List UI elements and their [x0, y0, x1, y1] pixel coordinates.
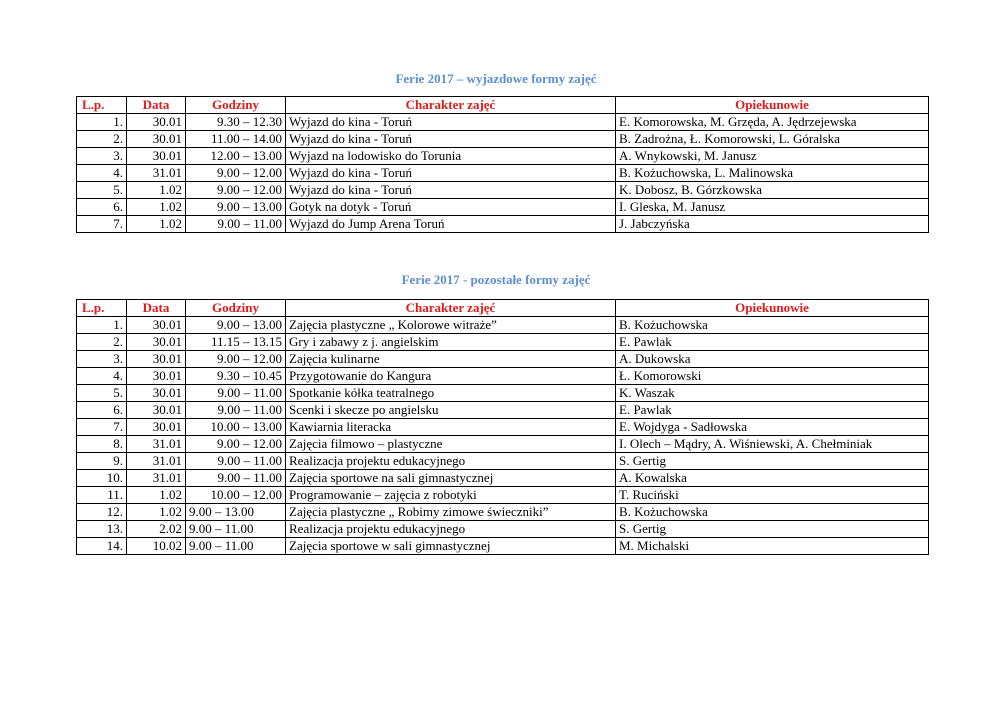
cell-guardians: B. Kożuchowska	[616, 504, 929, 521]
cell-hours: 9.00 – 12.00	[186, 436, 286, 453]
cell-lp: 7.	[77, 216, 127, 233]
cell-activity: Zajęcia sportowe na sali gimnastycznej	[286, 470, 616, 487]
column-header-activity: Charakter zajęć	[286, 300, 616, 317]
table-row	[77, 317, 929, 334]
table-row	[77, 368, 929, 385]
table-row	[77, 521, 929, 538]
cell-activity: Zajęcia plastyczne „ Robimy zimowe świeczniki”	[286, 504, 616, 521]
table-row	[77, 436, 929, 453]
cell-activity: Zajęcia filmowo – plastyczne	[286, 436, 616, 453]
cell-guardians: I. Olech – Mądry, A. Wiśniewski, A. Chełminiak	[616, 436, 929, 453]
cell-guardians: A. Wnykowski, M. Janusz	[616, 148, 929, 165]
cell-activity: Spotkanie kółka teatralnego	[286, 385, 616, 402]
cell-activity: Kawiarnia literacka	[286, 419, 616, 436]
cell-guardians: A. Kowalska	[616, 470, 929, 487]
cell-date: 30.01	[127, 385, 186, 402]
cell-hours: 9.00 – 11.00	[186, 453, 286, 470]
cell-guardians: B. Zadrożna, Ł. Komorowski, L. Góralska	[616, 131, 929, 148]
table-row	[77, 402, 929, 419]
cell-guardians: S. Gertig	[616, 453, 929, 470]
column-header-date: Data	[127, 300, 186, 317]
table-row	[77, 538, 929, 555]
column-header-date: Data	[127, 97, 186, 114]
cell-hours: 9.00 – 11.00	[186, 216, 286, 233]
table-row	[77, 199, 929, 216]
cell-date: 1.02	[127, 199, 186, 216]
cell-guardians: S. Gertig	[616, 521, 929, 538]
cell-date: 30.01	[127, 419, 186, 436]
cell-date: 30.01	[127, 402, 186, 419]
cell-activity: Scenki i skecze po angielsku	[286, 402, 616, 419]
cell-guardians: Ł. Komorowski	[616, 368, 929, 385]
cell-lp: 10.	[77, 470, 127, 487]
cell-date: 1.02	[127, 487, 186, 504]
cell-lp: 6.	[77, 199, 127, 216]
table-row	[77, 470, 929, 487]
cell-date: 30.01	[127, 131, 186, 148]
cell-date: 30.01	[127, 368, 186, 385]
cell-hours: 9.30 – 12.30	[186, 114, 286, 131]
cell-hours: 9.00 – 12.00	[186, 351, 286, 368]
table-row	[77, 131, 929, 148]
cell-activity: Realizacja projektu edukacyjnego	[286, 521, 616, 538]
cell-lp: 3.	[77, 148, 127, 165]
table-row	[77, 453, 929, 470]
cell-date: 31.01	[127, 436, 186, 453]
column-header-hours: Godziny	[186, 97, 286, 114]
cell-hours: 9.00 – 13.00	[186, 317, 286, 334]
cell-guardians: E. Pawlak	[616, 402, 929, 419]
cell-hours: 9.00 – 13.00	[186, 504, 286, 521]
cell-activity: Zajęcia plastyczne „ Kolorowe witraże”	[286, 317, 616, 334]
cell-date: 31.01	[127, 453, 186, 470]
cell-date: 30.01	[127, 114, 186, 131]
cell-hours: 10.00 – 13.00	[186, 419, 286, 436]
cell-hours: 9.00 – 12.00	[186, 182, 286, 199]
cell-activity: Zajęcia kulinarne	[286, 351, 616, 368]
cell-date: 31.01	[127, 165, 186, 182]
table-row	[77, 114, 929, 131]
table-row	[77, 419, 929, 436]
table-row	[77, 334, 929, 351]
cell-guardians: E. Wojdyga - Sadłowska	[616, 419, 929, 436]
column-header-activity: Charakter zajęć	[286, 97, 616, 114]
cell-date: 30.01	[127, 351, 186, 368]
cell-date: 2.02	[127, 521, 186, 538]
cell-hours: 9.00 – 12.00	[186, 165, 286, 182]
cell-date: 30.01	[127, 334, 186, 351]
column-header-lp: L.p.	[77, 300, 127, 317]
cell-date: 30.01	[127, 148, 186, 165]
table-header-row	[77, 97, 929, 114]
cell-activity: Wyjazd do kina - Toruń	[286, 182, 616, 199]
table-row	[77, 148, 929, 165]
cell-lp: 1.	[77, 114, 127, 131]
cell-activity: Gry i zabawy z j. angielskim	[286, 334, 616, 351]
cell-guardians: B. Kożuchowska	[616, 317, 929, 334]
cell-hours: 9.30 – 10.45	[186, 368, 286, 385]
cell-lp: 12.	[77, 504, 127, 521]
cell-lp: 5.	[77, 182, 127, 199]
cell-lp: 2.	[77, 131, 127, 148]
cell-lp: 14.	[77, 538, 127, 555]
cell-lp: 1.	[77, 317, 127, 334]
cell-lp: 2.	[77, 334, 127, 351]
cell-guardians: M. Michalski	[616, 538, 929, 555]
cell-guardians: K. Waszak	[616, 385, 929, 402]
section-title-other: Ferie 2017 - pozostałe formy zajęć	[401, 272, 591, 287]
cell-guardians: I. Gleska, M. Janusz	[616, 199, 929, 216]
column-header-hours: Godziny	[186, 300, 286, 317]
cell-date: 31.01	[127, 470, 186, 487]
cell-activity: Przygotowanie do Kangura	[286, 368, 616, 385]
table-header-row	[77, 300, 929, 317]
cell-guardians: B. Kożuchowska, L. Malinowska	[616, 165, 929, 182]
other-activities-table	[76, 299, 929, 555]
cell-activity: Wyjazd do kina - Toruń	[286, 131, 616, 148]
cell-lp: 4.	[77, 368, 127, 385]
cell-guardians: T. Ruciński	[616, 487, 929, 504]
table-row	[77, 487, 929, 504]
cell-date: 30.01	[127, 317, 186, 334]
cell-date: 1.02	[127, 216, 186, 233]
section-title-trips: Ferie 2017 – wyjazdowe formy zajęć	[395, 71, 597, 86]
cell-hours: 9.00 – 11.00	[186, 385, 286, 402]
cell-activity: Programowanie – zajęcia z robotyki	[286, 487, 616, 504]
cell-lp: 7.	[77, 419, 127, 436]
cell-lp: 13.	[77, 521, 127, 538]
trips-schedule-table	[76, 96, 929, 233]
cell-activity: Realizacja projektu edukacyjnego	[286, 453, 616, 470]
cell-lp: 9.	[77, 453, 127, 470]
cell-lp: 4.	[77, 165, 127, 182]
cell-guardians: J. Jabczyńska	[616, 216, 929, 233]
cell-lp: 11.	[77, 487, 127, 504]
cell-guardians: K. Dobosz, B. Górzkowska	[616, 182, 929, 199]
cell-date: 10.02	[127, 538, 186, 555]
cell-date: 1.02	[127, 182, 186, 199]
table-row	[77, 182, 929, 199]
cell-activity: Gotyk na dotyk - Toruń	[286, 199, 616, 216]
table-row	[77, 385, 929, 402]
cell-hours: 11.00 – 14.00	[186, 131, 286, 148]
table-row	[77, 351, 929, 368]
cell-activity: Wyjazd do kina - Toruń	[286, 114, 616, 131]
cell-activity: Wyjazd do Jump Arena Toruń	[286, 216, 616, 233]
cell-guardians: E. Pawlak	[616, 334, 929, 351]
column-header-guardians: Opiekunowie	[616, 300, 929, 317]
cell-hours: 9.00 – 11.00	[186, 521, 286, 538]
cell-lp: 8.	[77, 436, 127, 453]
cell-guardians: A. Dukowska	[616, 351, 929, 368]
table-row	[77, 165, 929, 182]
cell-hours: 9.00 – 13.00	[186, 199, 286, 216]
cell-hours: 9.00 – 11.00	[186, 538, 286, 555]
cell-activity: Wyjazd do kina - Toruń	[286, 165, 616, 182]
table-row	[77, 216, 929, 233]
cell-hours: 12.00 – 13.00	[186, 148, 286, 165]
cell-lp: 3.	[77, 351, 127, 368]
cell-guardians: E. Komorowska, M. Grzęda, A. Jędrzejewska	[616, 114, 929, 131]
column-header-lp: L.p.	[77, 97, 127, 114]
column-header-guardians: Opiekunowie	[616, 97, 929, 114]
cell-date: 1.02	[127, 504, 186, 521]
cell-activity: Wyjazd na lodowisko do Torunia	[286, 148, 616, 165]
cell-hours: 11.15 – 13.15	[186, 334, 286, 351]
cell-activity: Zajęcia sportowe w sali gimnastycznej	[286, 538, 616, 555]
cell-lp: 6.	[77, 402, 127, 419]
cell-hours: 10.00 – 12.00	[186, 487, 286, 504]
cell-hours: 9.00 – 11.00	[186, 402, 286, 419]
cell-hours: 9.00 – 11.00	[186, 470, 286, 487]
table-row	[77, 504, 929, 521]
cell-lp: 5.	[77, 385, 127, 402]
